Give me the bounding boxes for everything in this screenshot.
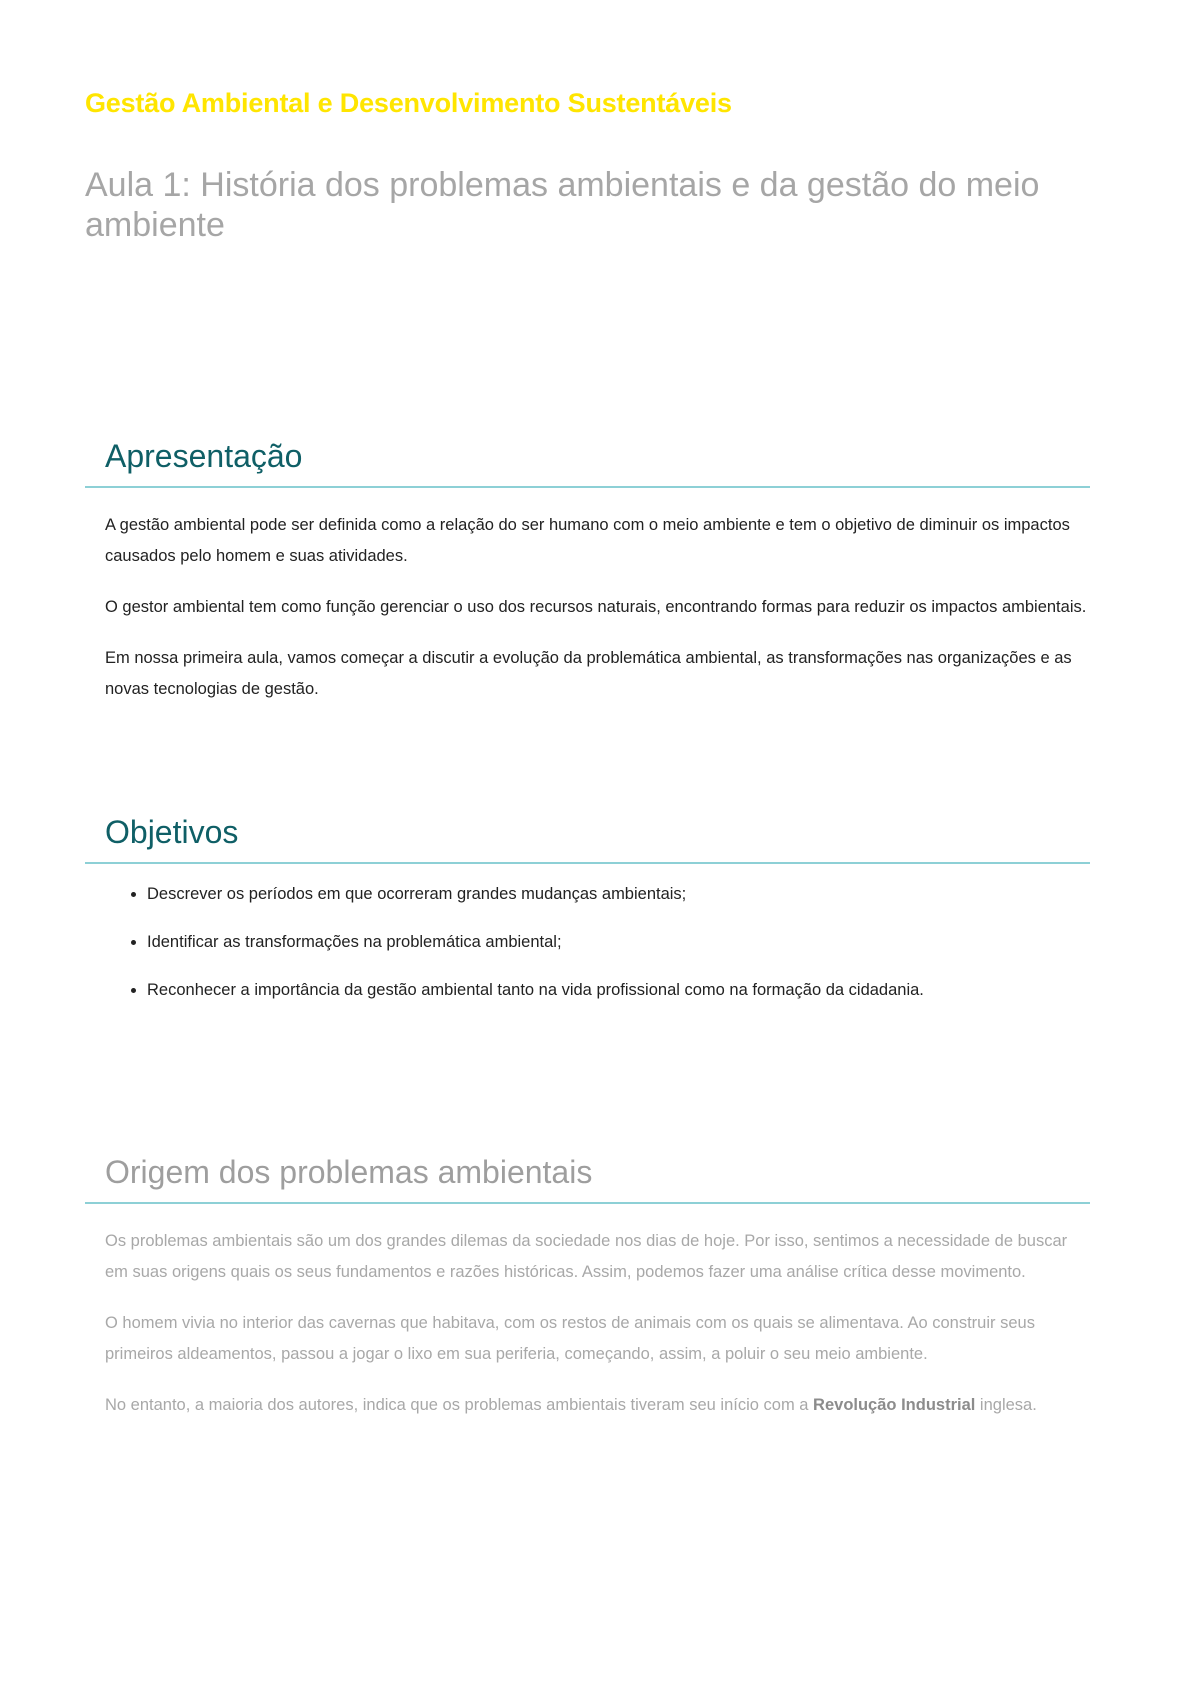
text: No entanto, a maioria dos autores, indica que os problemas ambientais tiveram seu início com a [105,1396,814,1414]
section-apresentacao [85,436,1090,705]
list-item: • Identificar as transformações na problemática ambiental; [147,930,1090,954]
list-item: • Descrever os períodos em que ocorreram grandes mudanças ambientais; [147,882,1090,906]
bold-term: Revolução Industrial [813,1396,976,1414]
section-origem [85,1152,1090,1421]
text: inglesa. [975,1396,1037,1414]
paragraph: Os problemas ambientais são um dos grandes dilemas da sociedade nos dias de hoje. Por isso, sentimos a necessidade de buscar em suas origens quais os seus fundamentos e razões históricas. Assim, podemos fazer uma análise crítica desse movimento. [105,1232,1068,1281]
section-heading: Origem dos problemas ambientais [85,1152,1090,1204]
objectives-list [85,882,1090,1002]
paragraph: O homem vivia no interior das cavernas que habitava, com os restos de animais com os quais se alimentava. Ao construir seus primeiros aldeamentos, passou a jogar o lixo em sua periferia, começando, assim, a poluir o seu meio ambiente. [105,1314,1035,1363]
section-heading: Apresentação [85,436,1090,488]
course-title: Gestão Ambiental e Desenvolvimento Sustentáveis [85,88,732,118]
list-item: • Reconhecer a importância da gestão ambiental tanto na vida profissional como na formação da cidadania. [147,978,1090,1002]
paragraph: O gestor ambiental tem como função gerenciar o uso dos recursos naturais, encontrando formas para reduzir os impactos ambientais. [105,598,1087,616]
section-heading: Objetivos [85,812,1090,864]
paragraph: A gestão ambiental pode ser definida como a relação do ser humano com o meio ambiente e tem o objetivo de diminuir os impactos causados pelo homem e suas atividades. [105,516,1070,565]
section-objetivos [85,812,1090,1026]
paragraph [105,1390,1090,1421]
lesson-title: Aula 1: História dos problemas ambientais e da gestão do meio ambiente [85,166,1040,244]
paragraph: Em nossa primeira aula, vamos começar a discutir a evolução da problemática ambiental, as transformações nas organizações e as novas tecnologias de gestão. [105,649,1072,698]
